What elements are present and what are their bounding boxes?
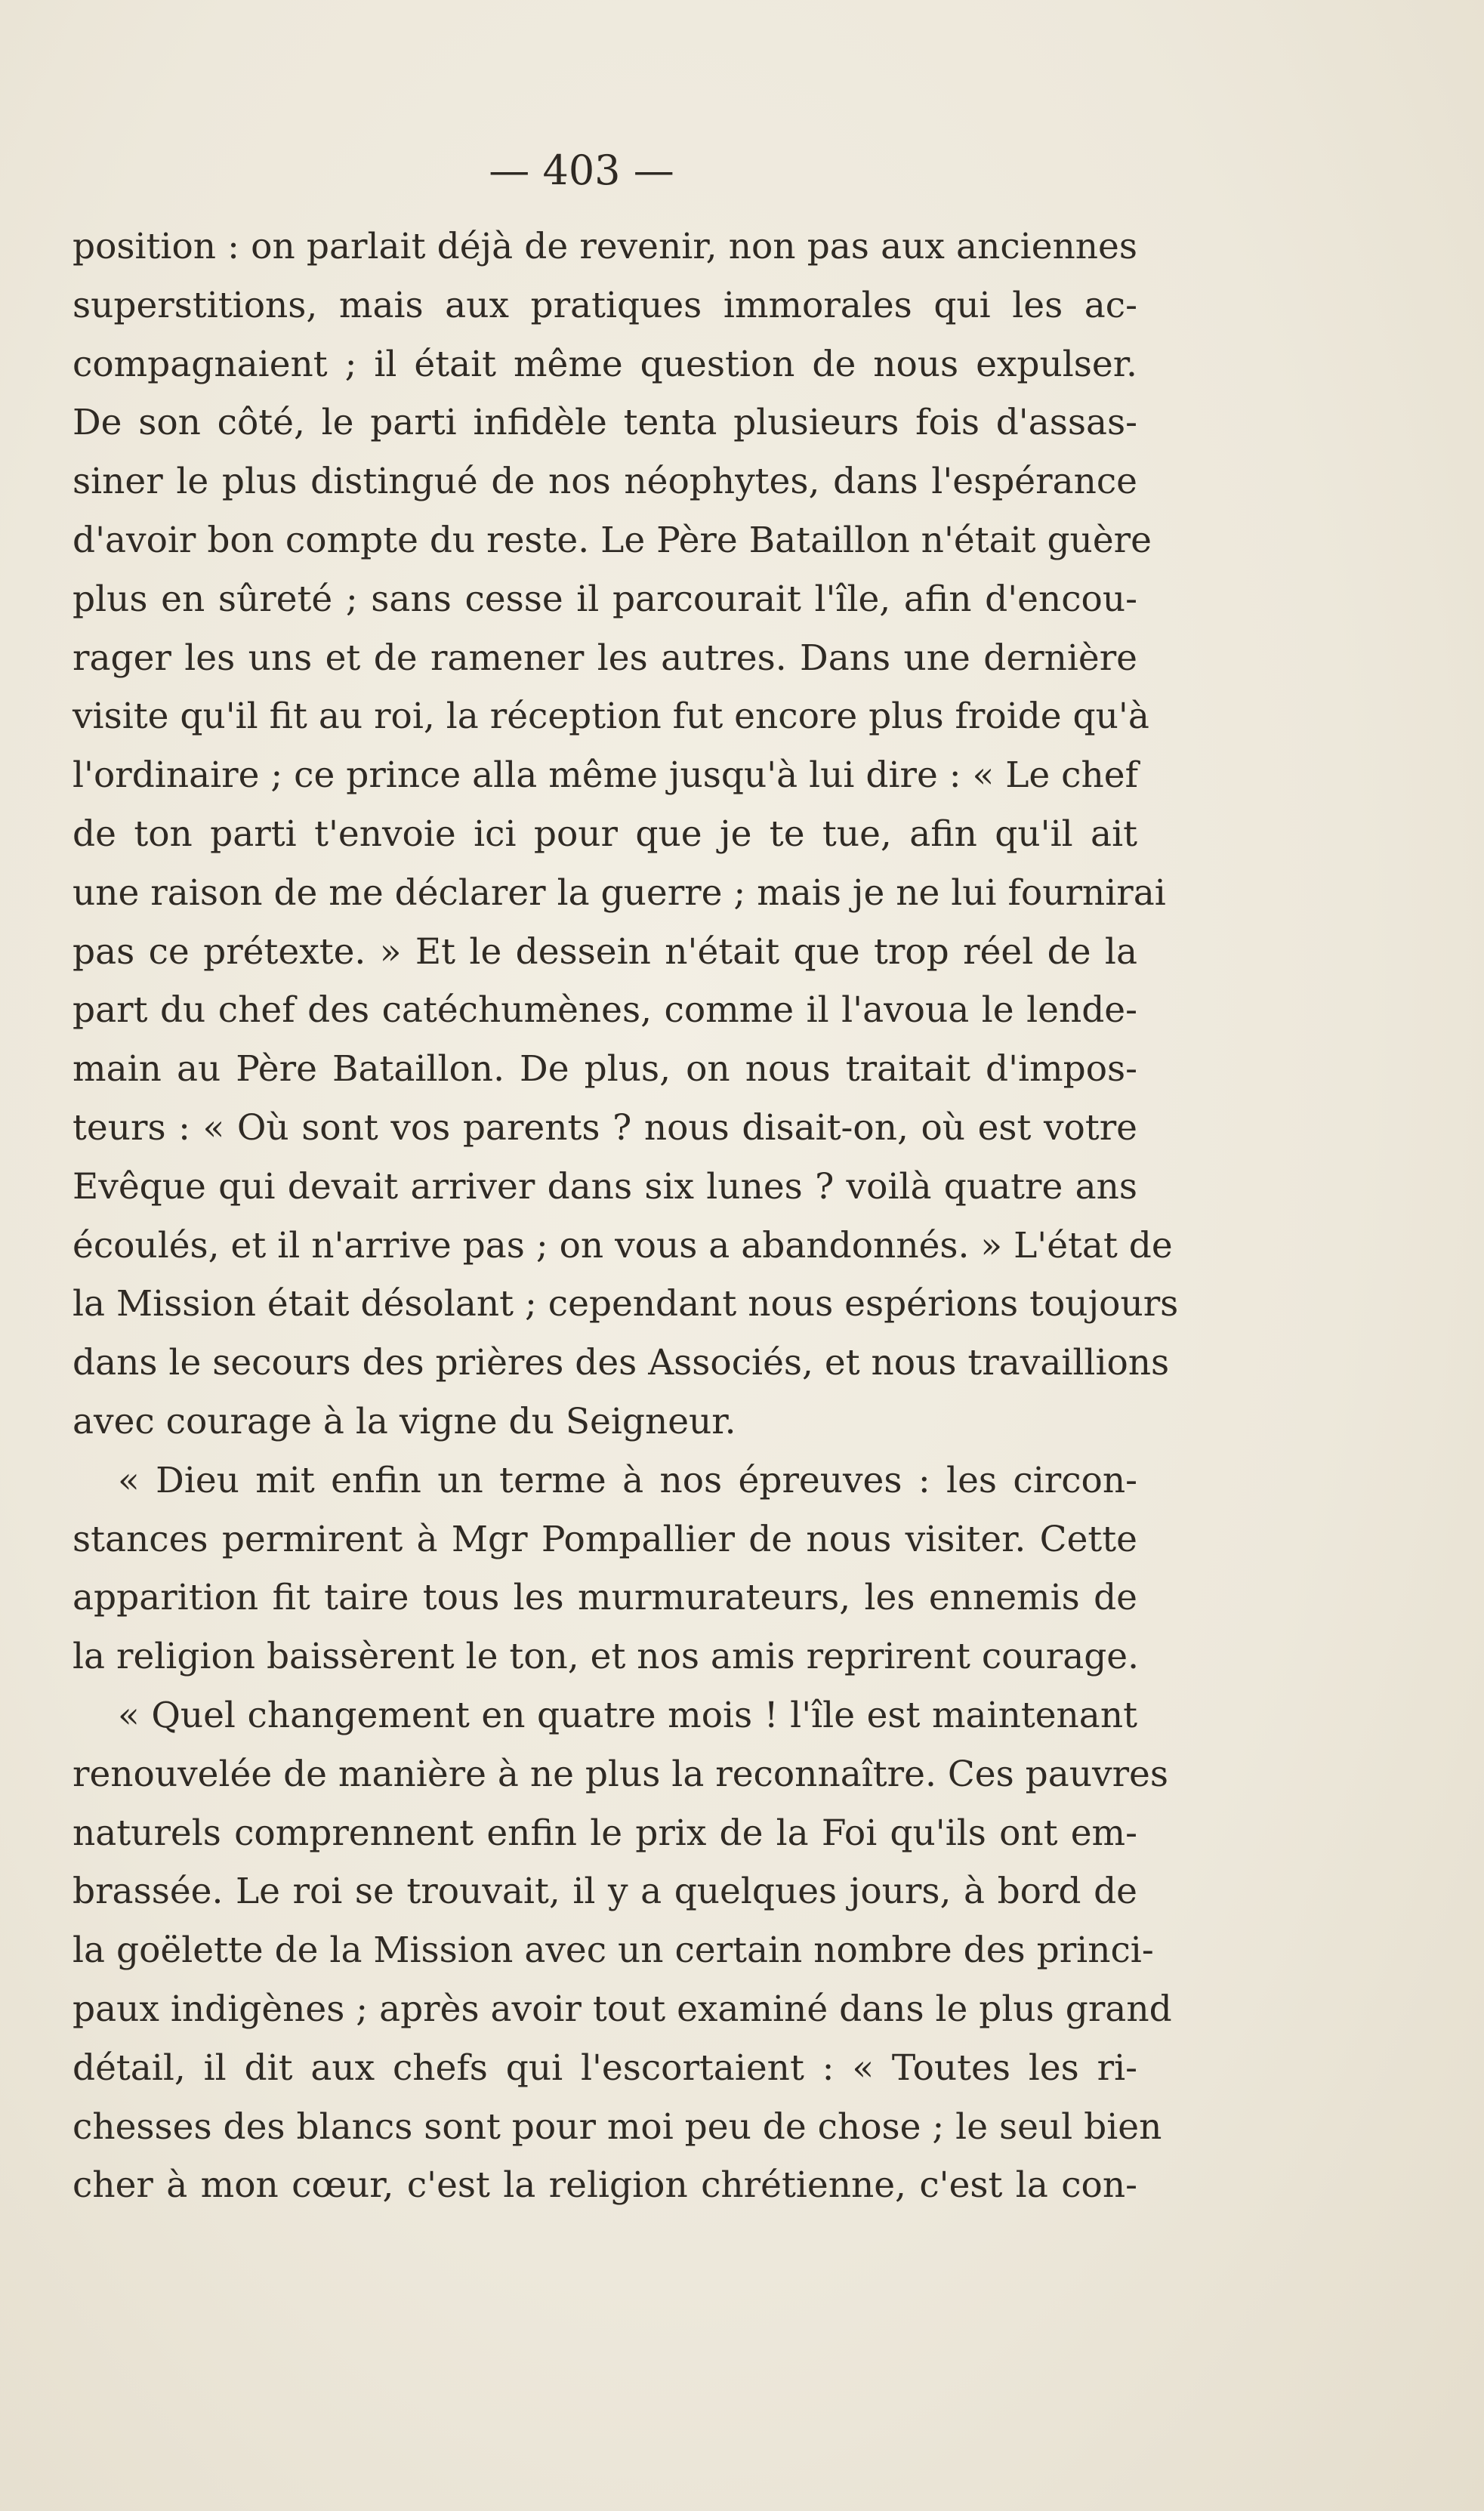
text-line: chesses des blancs sont pour moi peu de chose ; le seul bien <box>73 2105 1162 2148</box>
text-line: pas ce prétexte. » Et le dessein n'était que trop réel de la <box>73 930 1137 973</box>
text-line: dans le secours des prières des Associés, et nous travaillions <box>73 1342 1170 1384</box>
text-line: la Mission était désolant ; cependant nous espérions toujours <box>73 1283 1179 1325</box>
text-line: compagnaient ; il était même question de nous expulser. <box>73 343 1137 385</box>
text-line: une raison de me déclarer la guerre ; mais je ne lui fournirai <box>73 871 1166 914</box>
text-line: la religion baissèrent le ton, et nos amis reprirent courage. <box>73 1636 1140 1678</box>
text-line: stances permirent à Mgr Pompallier de nous visiter. Cette <box>73 1518 1137 1560</box>
text-line: main au Père Bataillon. De plus, on nous traitait d'impos- <box>73 1048 1137 1090</box>
text-line: visite qu'il fit au roi, la réception fut encore plus froide qu'à <box>73 696 1149 738</box>
text-line: avec courage à la vigne du Seigneur. <box>73 1400 736 1442</box>
text-line: d'avoir bon compte du reste. Le Père Bataillon n'était guère <box>73 519 1152 561</box>
page-number: — 403 — <box>489 147 674 194</box>
text-line: naturels comprennent enfin le prix de la Foi qu'ils ont em- <box>73 1812 1137 1854</box>
text-line: écoulés, et il n'arrive pas ; on vous a abandonnés. » L'état de <box>73 1224 1173 1266</box>
text-line: part du chef des catéchumènes, comme il l'avoua le lende- <box>73 989 1137 1032</box>
text-line: de ton parti t'envoie ici pour que je te tue, afin qu'il ait <box>73 813 1137 855</box>
text-line: apparition fit taire tous les murmurateurs, les ennemis de <box>73 1577 1137 1619</box>
text-line: « Dieu mit enfin un terme à nos épreuves : les circon- <box>118 1459 1137 1501</box>
text-line: détail, il dit aux chefs qui l'escortaient : « Toutes les ri- <box>73 2047 1137 2089</box>
text-line: position : on parlait déjà de revenir, non pas aux anciennes <box>73 226 1137 267</box>
text-line: rager les uns et de ramener les autres. Dans une dernière <box>73 637 1137 679</box>
text-line: De son côté, le parti infidèle tenta plusieurs fois d'assas- <box>73 402 1137 444</box>
text-line: Evêque qui devait arriver dans six lunes ? voilà quatre ans <box>73 1165 1137 1208</box>
text-line: superstitions, mais aux pratiques immorales qui les ac- <box>73 284 1137 326</box>
text-line: brassée. Le roi se trouvait, il y a quelques jours, à bord de <box>73 1871 1137 1913</box>
text-line: « Quel changement en quatre mois ! l'île est maintenant <box>118 1694 1137 1736</box>
text-line: paux indigènes ; après avoir tout examiné dans le plus grand <box>73 1988 1172 2030</box>
text-line: siner le plus distingué de nos néophytes, dans l'espérance <box>73 461 1137 503</box>
text-line: l'ordinaire ; ce prince alla même jusqu'à lui dire : « Le chef <box>73 754 1138 797</box>
text-line: cher à mon cœur, c'est la religion chrétienne, c'est la con- <box>73 2164 1137 2207</box>
text-line: plus en sûreté ; sans cesse il parcourait l'île, afin d'encou- <box>73 578 1137 620</box>
text-line: teurs : « Où sont vos parents ? nous disait-on, où est votre <box>73 1106 1137 1149</box>
text-line: renouvelée de manière à ne plus la reconnaître. Ces pauvres <box>73 1753 1168 1795</box>
text-line: la goëlette de la Mission avec un certain nombre des princi- <box>73 1930 1154 1972</box>
body-text <box>73 217 1179 2215</box>
